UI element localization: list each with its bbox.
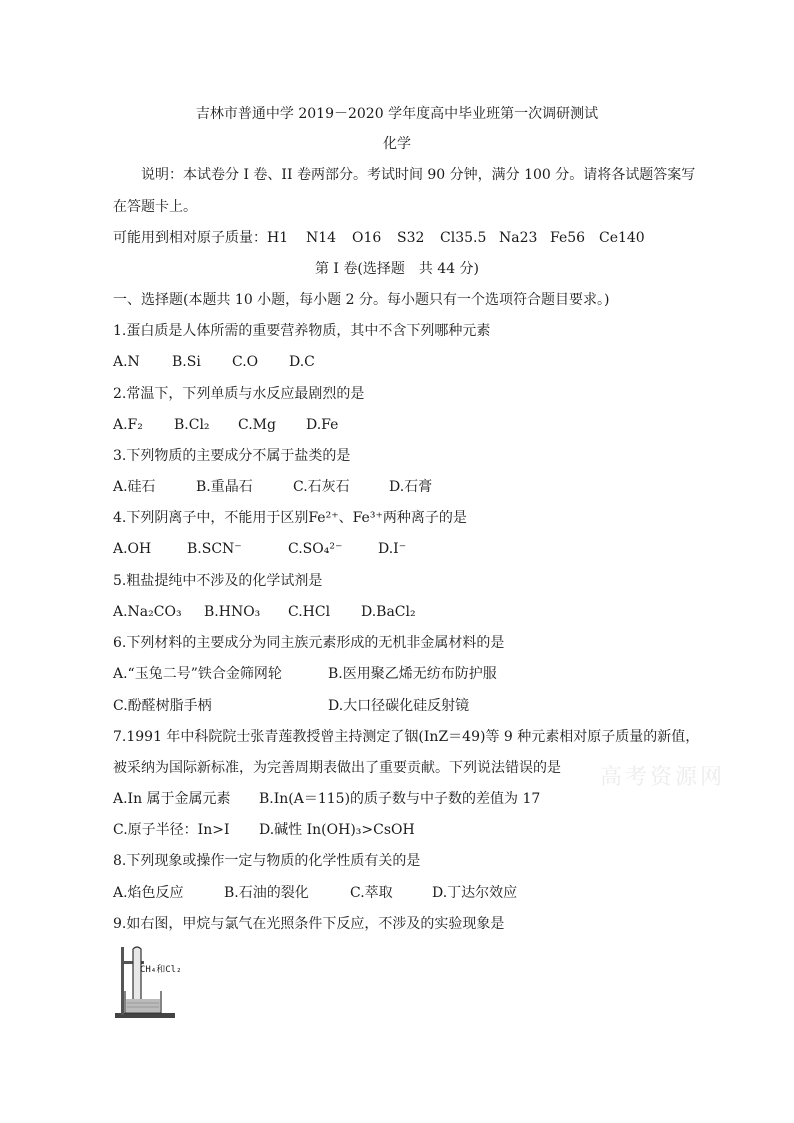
question-2-option-c: C.Mg — [238, 417, 276, 433]
question-7-option-a: A.In 属于金属元素 — [113, 791, 231, 807]
question-7-option-d: D.碱性 In(OH)₃>CsOH — [259, 822, 415, 838]
question-8-option-c: C.萃取 — [350, 885, 393, 901]
question-8-option-d: D.丁达尔效应 — [432, 885, 518, 901]
atomic-mass-item: N14 — [306, 230, 337, 246]
question-6-option-b: B.医用聚乙烯无纺布防护服 — [328, 666, 497, 682]
question-5-option-c: C.HCl — [288, 604, 331, 620]
question-8-stem: 8.下列现象或操作一定与物质的化学性质有关的是 — [113, 853, 421, 869]
watermark: 高考资源网 — [600, 765, 726, 790]
stand-rod — [121, 947, 124, 1015]
atomic-mass-item: Fe56 — [550, 230, 586, 246]
question-4-option-c: C.SO₄²⁻ — [288, 541, 343, 557]
exam-title: 吉林市普通中学 2019－2020 学年度高中毕业班第一次调研测试 — [195, 106, 599, 122]
atomic-mass-item: O16 — [352, 230, 382, 246]
part-1-title: 第 I 卷(选择题 共 44 分) — [314, 261, 480, 277]
question-3-option-a: A.硅石 — [113, 479, 156, 495]
question-3-option-c: C.石灰石 — [293, 479, 350, 495]
question-3-option-d: D.石膏 — [389, 479, 433, 495]
figure-label: CH₄和Cl₂ — [140, 965, 182, 975]
question-2-stem: 2.常温下，下列单质与水反应最剧烈的是 — [113, 386, 365, 402]
question-5-option-a: A.Na₂CO₃ — [113, 604, 182, 620]
question-1-option-b: B.Si — [172, 354, 201, 370]
question-8-option-a: A.焰色反应 — [113, 885, 184, 901]
atomic-mass-item: Ce140 — [599, 230, 645, 246]
atomic-mass-label: 可能用到相对原子质量： — [113, 230, 267, 246]
atomic-mass-item: H1 — [267, 230, 289, 246]
atomic-mass-item: S32 — [397, 230, 425, 246]
question-4-option-a: A.OH — [113, 541, 152, 557]
question-2-option-a: A.F₂ — [113, 417, 143, 433]
question-5-option-b: B.HNO₃ — [204, 604, 261, 620]
question-1-option-d: D.C — [289, 354, 315, 370]
water — [126, 999, 160, 1012]
question-4-stem: 4.下列阴离子中，不能用于区别Fe²⁺、Fe³⁺两种离子的是 — [113, 510, 467, 526]
instructions-line-2: 在答题卡上。 — [113, 199, 197, 215]
question-5-option-d: D.BaCl₂ — [361, 604, 416, 620]
question-9-stem: 9.如右图，甲烷与氯气在光照条件下反应，不涉及的实验现象是 — [113, 916, 505, 932]
question-3-option-b: B.重晶石 — [196, 479, 253, 495]
question-7-option-b: B.In(A＝115)的质子数与中子数的差值为 17 — [259, 791, 541, 807]
question-1-option-a: A.N — [113, 354, 140, 370]
subject-title: 化学 — [383, 136, 411, 152]
apparatus-figure — [113, 943, 205, 1021]
question-8-option-b: B.石油的裂化 — [224, 885, 309, 901]
question-4-option-b: B.SCN⁻ — [187, 541, 242, 557]
question-6-option-c: C.酚醛树脂手柄 — [113, 698, 212, 714]
question-6-option-d: D.大口径碳化硅反射镜 — [328, 698, 470, 714]
question-1-option-c: C.O — [232, 354, 259, 370]
question-7-stem: 7.1991 年中科院院士张青莲教授曾主持测定了铟(InZ＝49)等 9 种元素相对原子质量的新值， — [113, 729, 700, 745]
question-5-stem: 5.粗盐提纯中不涉及的化学试剂是 — [113, 573, 323, 589]
atomic-mass-item: Cl35.5 — [440, 230, 487, 246]
question-7-stem-continued: 被采纳为国际新标准，为完善周期表做出了重要贡献。下列说法错误的是 — [113, 760, 561, 776]
question-6-stem: 6.下列材料的主要成分为同主族元素形成的无机非金属材料的是 — [113, 635, 505, 651]
section-heading: 一、选择题(本题共 10 小题，每小题 2 分。每小题只有一个选项符合题目要求。) — [113, 292, 610, 308]
question-6-option-a: A.“玉兔二号”铁合金筛网轮 — [113, 666, 282, 682]
instructions-line-1: 说明：本试卷分 I 卷、II 卷两部分。考试时间 90 分钟，满分 100 分。请将各试题答案写 — [141, 167, 696, 183]
question-2-option-d: D.Fe — [306, 417, 339, 433]
question-4-option-d: D.I⁻ — [378, 541, 407, 557]
question-1-stem: 1.蛋白质是人体所需的重要营养物质，其中不含下列哪种元素 — [113, 323, 491, 339]
question-7-option-c: C.原子半径：In>I — [113, 822, 230, 838]
question-3-stem: 3.下列物质的主要成分不属于盐类的是 — [113, 448, 351, 464]
atomic-mass-item: Na23 — [499, 230, 538, 246]
question-2-option-b: B.Cl₂ — [174, 417, 210, 433]
test-tube — [133, 947, 141, 1003]
